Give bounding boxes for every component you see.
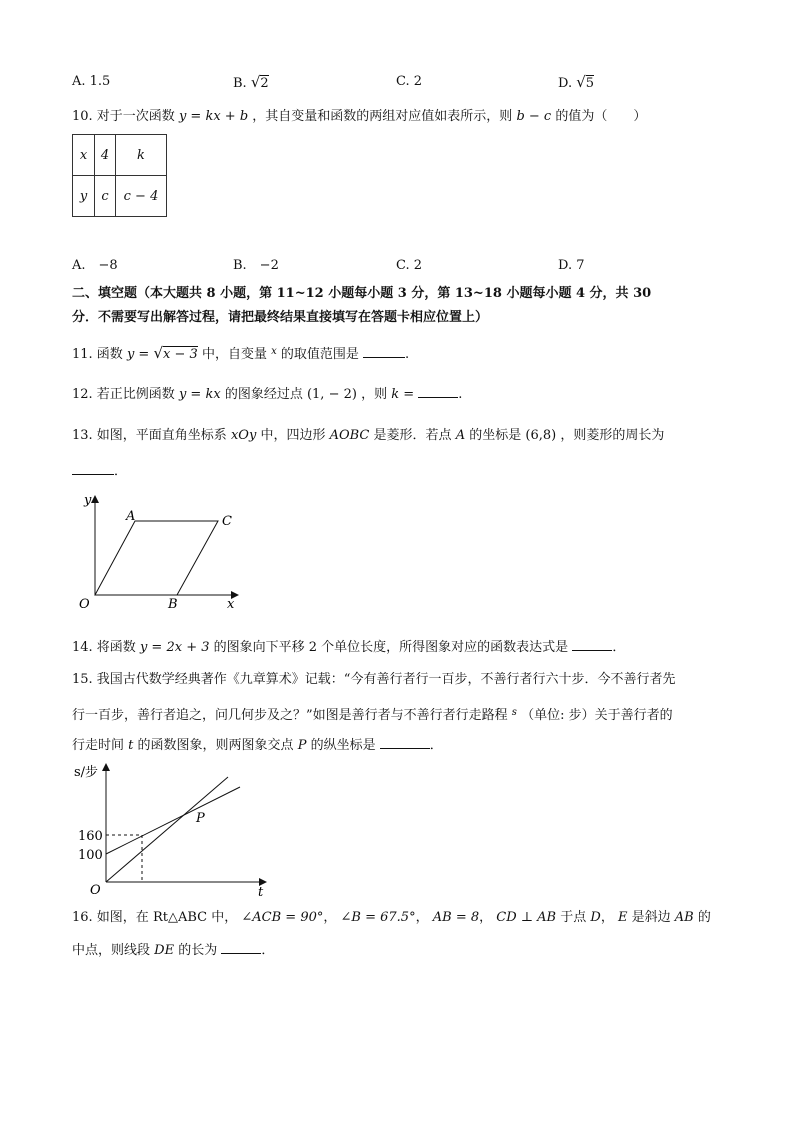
good-walker-line [106,777,228,882]
sqrt-icon: √ [576,73,586,91]
table-cell: c − 4 [116,176,167,217]
q15-line3-pre: 行走时间 [72,738,125,753]
q10-option-d: D. 7 [558,258,585,273]
q13-coord: (6,8) [525,428,557,443]
q11-radicand: x − 3 [163,347,198,362]
slow-walker-line [106,787,240,854]
point-a-label: A [126,509,136,524]
q13-question [72,427,664,445]
q10-text-pre: 10. 对于一次函数 [72,109,175,124]
q10-question [72,108,646,126]
q16-ab: AB [674,910,694,925]
q13-end: ． [114,464,128,479]
answer-blank[interactable] [572,638,612,651]
q12-point: (1, − 2) [306,387,357,402]
q16-ab-length: AB = 8 [432,910,480,925]
q16-perpendicular: CD ⊥ AB [496,910,557,925]
answer-blank[interactable] [363,345,405,358]
q11-end: . [405,347,410,362]
q16-line2-post: 的长为 [178,943,218,958]
q14-question [72,638,625,657]
q16-mid2: 于点 [560,910,587,925]
table-cell: x [73,135,95,176]
q10-value-table [72,134,167,217]
q13-sys: xOy [230,428,257,443]
q12-mid: 的图象经过点 [224,387,303,402]
section2-heading-line2: 分．不需要写出解答过程，请把最终结果直接填写在答题卡相应位置上） [72,310,489,325]
q9-option-d [558,73,594,93]
q16-point-d: D [590,910,601,925]
q9-option-b-radicand: 2 [260,76,269,91]
q15-line2-pre: 行一百步，善行者追之，问几何步及之？”如图是善行者与不善行者行走路程 [72,708,508,723]
q14-pre: 14. 将函数 [72,640,136,655]
q13-pre: 13. 如图，平面直角坐标系 [72,428,227,443]
q10-text-mid: ，其自变量和函数的两组对应值如表所示，则 [252,109,513,124]
y-axis-label: y [84,493,92,508]
q16-triangle: Rt△ABC [152,910,208,925]
q11-func-y: y = [126,347,150,362]
q15-p: P [297,738,307,753]
origin-label: O [79,597,90,612]
tick-label-160: 160 [78,829,103,844]
q13-mid2: 是菱形．若点 [373,428,452,443]
q16-angle1: ∠ACB = 90° [241,910,324,925]
q11-pre: 11. 函数 [72,347,123,362]
q15-distance-time-figure [70,760,280,900]
q16-sep1: ， [323,910,337,925]
q14-func: y = 2x + 3 [139,640,210,655]
q15-line3-post: 的纵坐标是 [310,738,376,753]
q16-point-e: E [617,910,628,925]
q9-option-b [233,73,269,93]
q15-t: t [128,738,134,753]
q16-mid1: 中， [211,910,238,925]
q12-question [72,385,462,404]
q15-s: s [511,707,517,718]
q11-mid: 中，自变量 [201,347,267,362]
s-axis-label: s/步 [74,765,99,780]
q12-k: k = [391,387,415,402]
q15-line3 [72,736,443,755]
table-cell: 4 [95,135,116,176]
q16-sep2: ， [415,910,429,925]
q9-option-b-label: B. [233,76,247,91]
q10-func: y = kx + b [178,109,249,124]
q13-post: ，则菱形的周长为 [560,428,665,443]
q12-end: . [458,387,463,402]
tick-label-100: 100 [78,848,103,863]
q16-mid4: 的 [697,910,711,925]
section2-heading-line1: 二、填空题（本大题共 8 小题，第 11~12 小题每小题 3 分，第 13~18 小题每小题 4 分，共 30 [72,286,652,301]
q16-sep4: ， [600,910,614,925]
answer-blank[interactable] [221,941,261,954]
q12-pre: 12. 若正比例函数 [72,387,175,402]
q10-text-end: 的值为（ ） [555,109,647,124]
q11-var: x [271,346,277,357]
q15-line3-mid: 的函数图象，则两图象交点 [137,738,294,753]
q16-line2-pre: 中点，则线段 [72,943,151,958]
q9-option-a: A. 1.5 [72,74,111,89]
table-cell: k [116,135,167,176]
q12-func: y = kx [178,387,221,402]
q16-de: DE [154,943,175,958]
q10-option-b: B. −2 [233,258,279,273]
q10-expr: b − c [516,109,552,124]
q11-question [72,343,409,364]
q16-pre: 16. 如图，在 [72,910,149,925]
answer-blank[interactable] [418,385,458,398]
q16-sep3: ， [479,910,493,925]
answer-blank[interactable] [72,462,114,475]
x-axis-label: x [227,597,235,612]
q11-post: 的取值范围是 [280,347,359,362]
q13-answer-line [72,462,127,481]
intersection-p-label: P [196,811,205,826]
q14-end: ． [612,640,626,655]
q16-end: ． [261,943,275,958]
q12-post: ，则 [361,387,388,402]
answer-blank[interactable] [380,736,430,749]
q10-option-a: A. −8 [72,258,118,273]
q13-quad: AOBC [329,428,370,443]
table-cell: y [73,176,95,217]
q10-option-c: C. 2 [396,258,423,273]
q13-rhombus-figure [70,488,250,613]
q9-option-d-label: D. [558,76,573,91]
point-b-label: B [168,597,178,612]
origin-label: O [90,883,101,898]
rhombus-aobc [95,521,218,595]
q15-line2-post: （单位: 步）关于善行者的 [521,708,673,723]
t-axis-label: t [258,885,264,900]
q16-angle2: ∠B = 67.5° [340,910,416,925]
q14-post: 的图象向下平移 2 个单位长度，所得图象对应的函数表达式是 [213,640,569,655]
q13-mid1: 中，四边形 [260,428,326,443]
q16-line2 [72,941,274,960]
table-cell: c [95,176,116,217]
q15-line2 [72,704,673,725]
sqrt-icon: √ [250,73,261,91]
q16-mid3: 是斜边 [631,910,671,925]
q13-mid3: 的坐标是 [469,428,522,443]
sqrt-icon: √ [153,344,164,362]
point-c-label: C [222,514,232,529]
q13-point: A [455,428,466,443]
q15-line1: 15. 我国古代数学经典著作《九章算术》记载：“今有善行者行一百步，不善行者行六十步．今不善行者先 [72,672,676,687]
q16-line1 [72,909,711,927]
q9-option-c: C. 2 [396,74,423,89]
q9-option-d-radicand: 5 [585,76,595,91]
q15-end: ． [429,738,443,753]
